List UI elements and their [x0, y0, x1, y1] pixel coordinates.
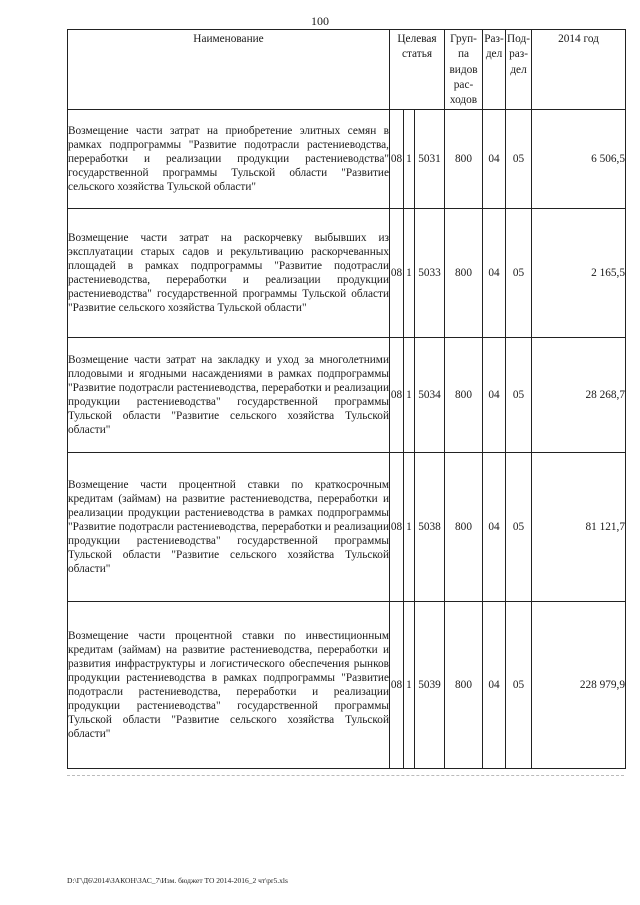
row-name: Возмещение части процентной ставки по инвестиционным кредитам (займам) на развитие растениеводства, переработки и развития инфраструктуры и логистического обеспечения рынков продукции растениеводства в рамках подпрограммы "Развитие подотрасли растениеводства, переработки и реализации продукции растениеводства" государственной программы Тульской области "Развитие сельского хозяйства Тульской области": [68, 602, 390, 769]
row-code-c: 5039: [415, 602, 445, 769]
row-group: 800: [445, 338, 483, 453]
row-group: 800: [445, 209, 483, 338]
row-section: 04: [483, 338, 506, 453]
row-amount: 28 268,7: [532, 338, 626, 453]
header-subsection: Под-раз-дел: [506, 30, 532, 110]
row-section: 04: [483, 453, 506, 602]
table-row: [68, 209, 626, 338]
row-code-b: 1: [404, 209, 415, 338]
row-subsection: 05: [506, 110, 532, 209]
row-code-a: 08: [390, 453, 404, 602]
header-target-article: Целевая статья: [390, 30, 445, 110]
row-name: Возмещение части затрат на закладку и уход за многолетними плодовыми и ягодными насаждениями в рамках подпрограммы "Развитие подотрасли растениеводства, переработки и реализации продукции растениеводства" государственной программы Тульской области "Развитие сельского хозяйства Тульской области": [68, 338, 390, 453]
row-code-b: 1: [404, 602, 415, 769]
row-section: 04: [483, 110, 506, 209]
table-row: [68, 453, 626, 602]
row-subsection: 05: [506, 453, 532, 602]
row-code-c: 5034: [415, 338, 445, 453]
row-name: Возмещение части процентной ставки по краткосрочным кредитам (займам) на развитие растениеводства, переработки и реализации продукции растениеводства в рамках подпрограммы "Развитие подотрасли растениеводства, переработки и реализации продукции растениеводства" государственной программы Тульской области "Развитие сельского хозяйства Тульской области": [68, 453, 390, 602]
page-number: 100: [311, 14, 329, 28]
row-subsection: 05: [506, 209, 532, 338]
row-code-b: 1: [404, 453, 415, 602]
table-header-row: [68, 30, 626, 110]
header-name: Наименование: [68, 30, 390, 110]
row-code-a: 08: [390, 110, 404, 209]
budget-table: [67, 29, 626, 769]
row-group: 800: [445, 110, 483, 209]
row-code-c: 5038: [415, 453, 445, 602]
table-row: [68, 338, 626, 453]
row-code-a: 08: [390, 602, 404, 769]
row-group: 800: [445, 602, 483, 769]
row-name: Возмещение части затрат на раскорчевку выбывших из эксплуатации старых садов и рекультивацию раскорчеванных площадей в рамках подпрограммы "Развитие подотрасли растениеводства, переработки и реализации продукции растениеводства" государственной программы Тульской области "Развитие сельского хозяйства Тульской области": [68, 209, 390, 338]
row-code-b: 1: [404, 338, 415, 453]
row-code-c: 5031: [415, 110, 445, 209]
row-amount: 81 121,7: [532, 453, 626, 602]
header-expense-group: Груп-па видов рас-ходов: [445, 30, 483, 110]
table-bottom-rule: [67, 775, 624, 776]
table-row: [68, 110, 626, 209]
row-subsection: 05: [506, 338, 532, 453]
row-amount: 6 506,5: [532, 110, 626, 209]
row-subsection: 05: [506, 602, 532, 769]
header-section: Раз-дел: [483, 30, 506, 110]
footer-file-path: D:\Г\Д6\2014\ЗАКОН\ЗАС_7\Изм. бюджет ТО 2014-2016_2 чт\pr5.xls: [67, 876, 288, 885]
row-amount: 2 165,5: [532, 209, 626, 338]
row-code-a: 08: [390, 338, 404, 453]
row-name: Возмещение части затрат на приобретение элитных семян в рамках подпрограммы "Развитие подотрасли растениеводства, переработки и реализации продукции растениеводства" государственной программы Тульской области "Развитие сельского хозяйства Тульской области": [68, 110, 390, 209]
row-code-b: 1: [404, 110, 415, 209]
row-group: 800: [445, 453, 483, 602]
row-code-c: 5033: [415, 209, 445, 338]
row-code-a: 08: [390, 209, 404, 338]
row-section: 04: [483, 602, 506, 769]
row-amount: 228 979,9: [532, 602, 626, 769]
row-section: 04: [483, 209, 506, 338]
header-year: 2014 год: [532, 30, 626, 110]
table-row: [68, 602, 626, 769]
